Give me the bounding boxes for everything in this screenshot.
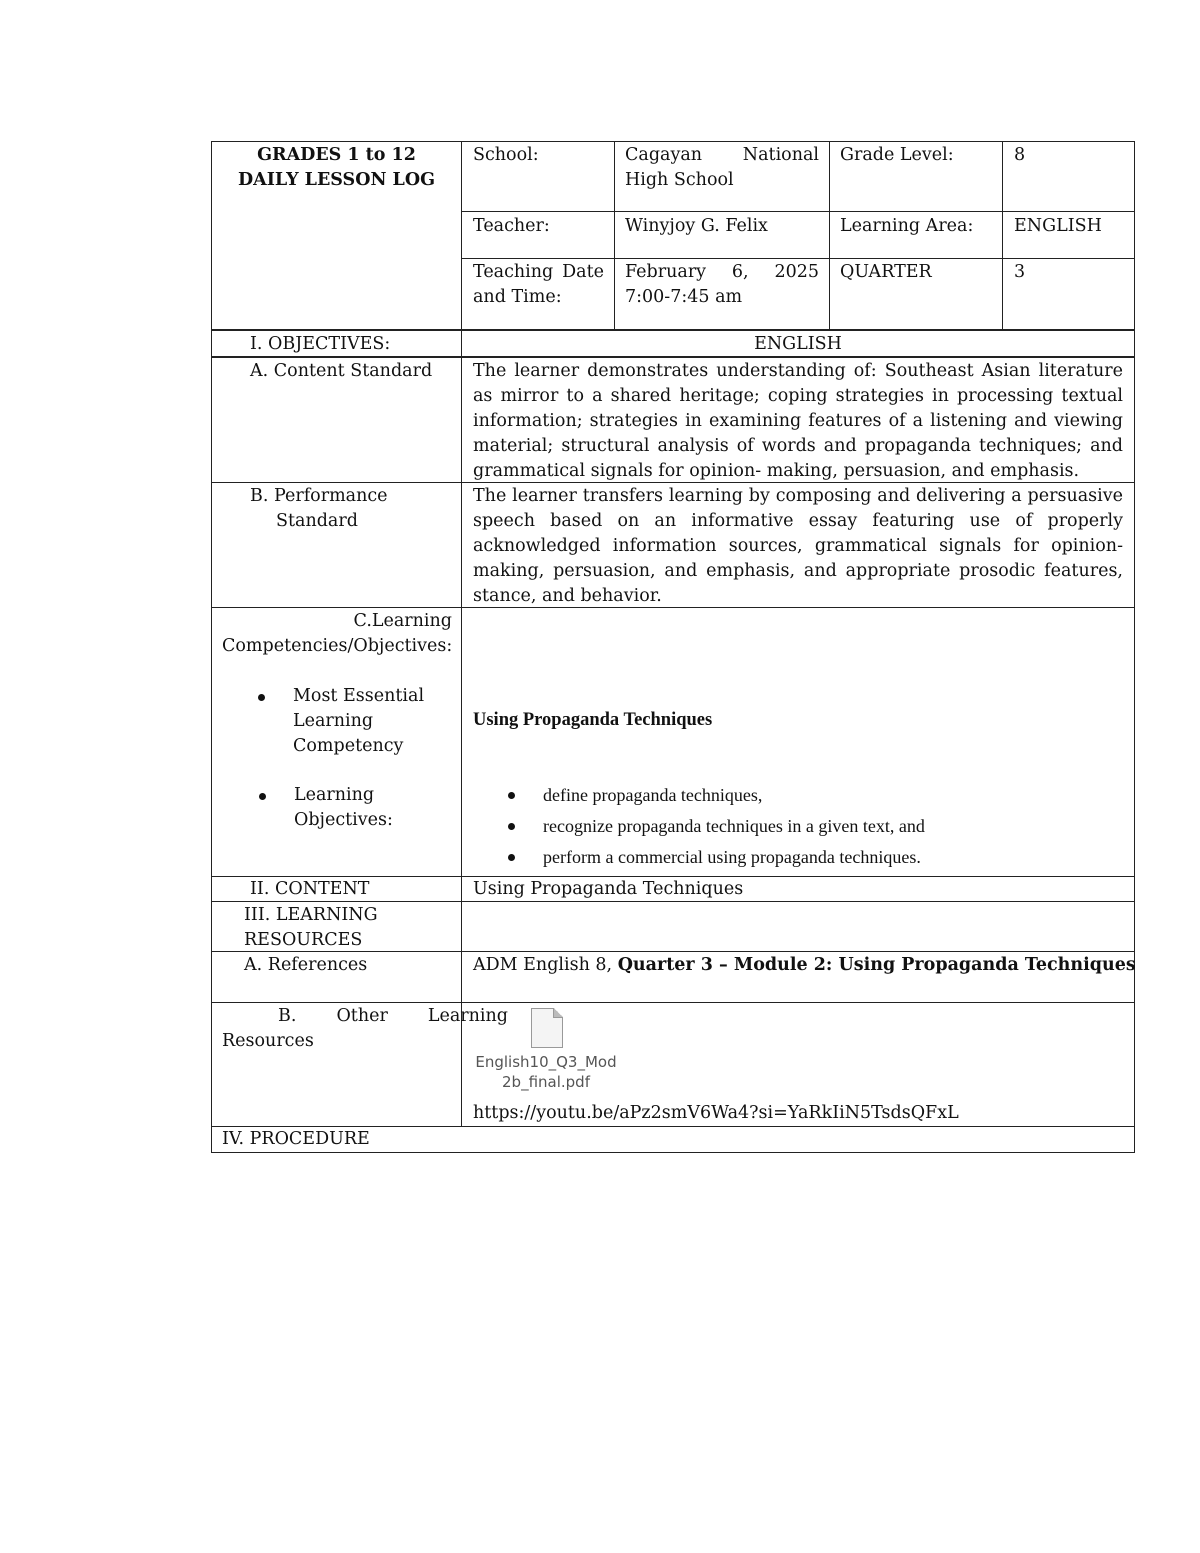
lo-label: Learning Objectives: [294,785,393,830]
performance-standard-text: The learner transfers learning by composing and delivering a persuasive speech based on an informative essay featuring use of properly acknowledged information sources, grammatical signals for opinion-making, persuasion, and emphasis, and appropriate prosodic features, stance, and behavior. [473,486,1123,606]
lo-bullet [222,783,452,833]
melc-bullet [221,684,452,759]
objectives-label: I. OBJECTIVES: [250,334,391,354]
performance-standard-label-1: B. Performance [250,486,388,506]
melc-label: Most Essential Learning Competency [293,686,425,756]
title-line-2: DAILY LESSON LOG [237,170,436,190]
quarter-value: 3 [1014,262,1026,282]
other-resources-label-2: Resources [222,1031,314,1051]
school-value: Cagayan National High School [625,145,819,190]
learning-objectives-list [471,780,1111,873]
content-standard-text: The learner demonstrates understanding of: Southeast Asian literature as mirror to a shared heritage; coping strategies in processing textual information; strategies in examining features of a listening and viewing material; structural analysis of words and propaganda techniques; and grammatical signals for opinion- making, persuasion, and emphasis. [473,361,1123,481]
file-name-line-1: English10_Q3_Mod [475,1053,617,1071]
performance-standard-label-2: Standard [276,511,358,531]
teacher-value: Winyjoy G. Felix [625,216,768,236]
melc-text: Using Propaganda Techniques [473,710,713,730]
teaching-date-label: Teaching Date and Time: [473,262,604,307]
references-plain: ADM English 8, [473,955,613,975]
quarter-label: QUARTER [840,262,932,282]
learning-area-label: Learning Area: [840,216,974,236]
list-item: define propaganda techniques, [471,780,1111,811]
performance-standard-label [250,484,455,534]
list-item: recognize propaganda techniques in a given text, and [471,811,1111,842]
file-name-line-2: 2b_final.pdf [502,1073,590,1091]
learning-area-value: ENGLISH [1014,216,1102,236]
teaching-date-value: February 6, 2025 7:00-7:45 am [625,262,819,307]
school-label: School: [473,145,539,165]
other-resources-label-1: B. Other Learning [278,1006,508,1026]
objectives-subject: ENGLISH [754,334,842,354]
page-title [212,143,461,193]
references-label: A. References [244,955,368,975]
competencies-label-2: Competencies/Objectives: [222,636,453,656]
attached-file[interactable] [466,1052,626,1092]
references-text [473,953,1136,978]
youtube-link[interactable]: https://youtu.be/aPz2smV6Wa4?si=YaRkIiN5TsdsQFxL [473,1103,959,1123]
references-module-title: Quarter 3 – Module 2: Using Propaganda Techniques [617,955,1136,975]
pdf-file-icon[interactable] [531,1008,563,1048]
competencies-label-1: C.Learning [353,611,452,631]
content-value: Using Propaganda Techniques [473,879,744,899]
learning-resources-label [222,903,422,953]
competencies-label [222,609,452,833]
grade-level-value: 8 [1014,145,1026,165]
procedure-label: IV. PROCEDURE [222,1129,370,1149]
content-label: II. CONTENT [250,879,370,899]
list-item: perform a commercial using propaganda techniques. [471,842,1111,873]
learning-resources-text: III. LEARNING RESOURCES [244,905,378,950]
grade-level-label: Grade Level: [840,145,954,165]
content-standard-label: A. Content Standard [250,361,433,381]
teacher-label: Teacher: [473,216,550,236]
title-line-1: GRADES 1 to 12 [257,145,416,165]
